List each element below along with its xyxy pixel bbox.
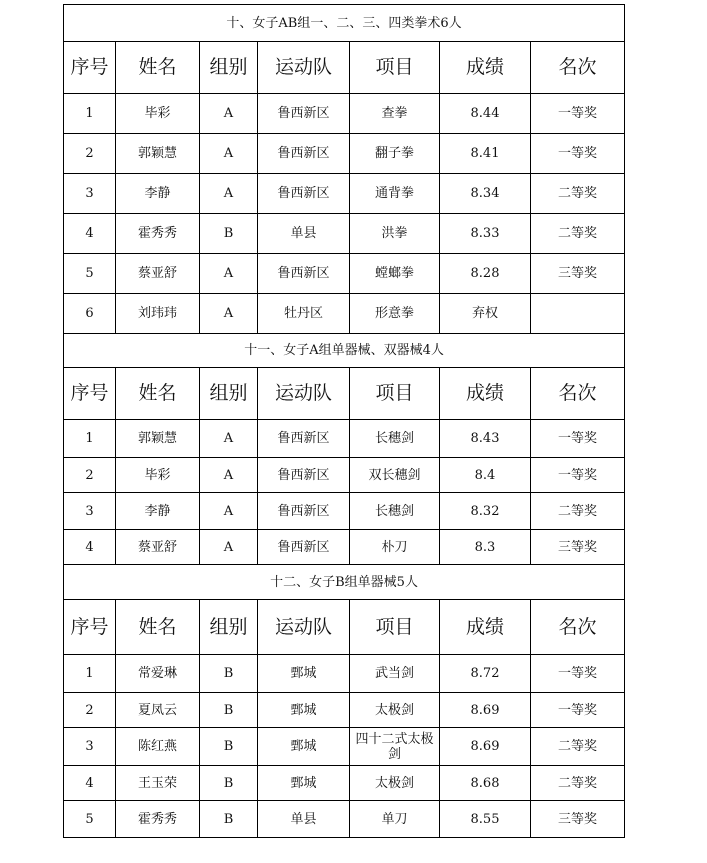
column-header-team: 运动队 xyxy=(258,600,350,655)
cell-athlete-name: 王玉荣 xyxy=(116,766,200,801)
cell-placing: 三等奖 xyxy=(531,801,625,838)
cell-athlete-name: 蔡亚舒 xyxy=(116,254,200,294)
cell-group: A xyxy=(200,458,258,493)
cell-team: 单县 xyxy=(258,214,350,254)
cell-score: 8.69 xyxy=(440,728,531,766)
column-header-score: 成绩 xyxy=(440,600,531,655)
cell-score: 8.41 xyxy=(440,134,531,174)
column-header-team: 运动队 xyxy=(258,368,350,420)
section-title: 十二、女子B组单器械5人 xyxy=(64,565,625,600)
cell-athlete-name: 霍秀秀 xyxy=(116,801,200,838)
cell-placing: 三等奖 xyxy=(531,254,625,294)
section-title-row xyxy=(64,5,625,42)
cell-athlete-name: 蔡亚舒 xyxy=(116,530,200,565)
cell-score: 8.68 xyxy=(440,766,531,801)
column-header-placing: 名次 xyxy=(531,368,625,420)
cell-score: 8.3 xyxy=(440,530,531,565)
cell-athlete-name: 毕彩 xyxy=(116,458,200,493)
cell-group: B xyxy=(200,655,258,693)
cell-group: A xyxy=(200,94,258,134)
cell-event: 长穗剑 xyxy=(350,493,440,530)
cell-event: 双长穗剑 xyxy=(350,458,440,493)
column-header-rank-number: 序号 xyxy=(64,600,116,655)
cell-score: 8.32 xyxy=(440,493,531,530)
cell-placing: 二等奖 xyxy=(531,728,625,766)
column-header-score: 成绩 xyxy=(440,42,531,94)
cell-rank-number: 1 xyxy=(64,94,116,134)
column-header-athlete-name: 姓名 xyxy=(116,42,200,94)
cell-athlete-name: 郭颖慧 xyxy=(116,420,200,458)
cell-score: 弃权 xyxy=(440,294,531,334)
cell-team: 鲁西新区 xyxy=(258,174,350,214)
column-header-team: 运动队 xyxy=(258,42,350,94)
cell-athlete-name: 毕彩 xyxy=(116,94,200,134)
cell-team: 鲁西新区 xyxy=(258,254,350,294)
table-row xyxy=(64,693,625,728)
cell-team: 牡丹区 xyxy=(258,294,350,334)
table-row xyxy=(64,801,625,838)
cell-group: A xyxy=(200,420,258,458)
cell-rank-number: 1 xyxy=(64,655,116,693)
section-title-row xyxy=(64,334,625,368)
table-row xyxy=(64,214,625,254)
cell-placing: 三等奖 xyxy=(531,530,625,565)
cell-placing: 一等奖 xyxy=(531,134,625,174)
cell-athlete-name: 陈红燕 xyxy=(116,728,200,766)
table-row xyxy=(64,530,625,565)
cell-score: 8.33 xyxy=(440,214,531,254)
section-title: 十、女子AB组一、二、三、四类拳术6人 xyxy=(64,5,625,42)
cell-group: B xyxy=(200,728,258,766)
column-header-placing: 名次 xyxy=(531,600,625,655)
cell-athlete-name: 郭颖慧 xyxy=(116,134,200,174)
cell-athlete-name: 刘玮玮 xyxy=(116,294,200,334)
cell-score: 8.4 xyxy=(440,458,531,493)
cell-event: 螳螂拳 xyxy=(350,254,440,294)
cell-athlete-name: 李静 xyxy=(116,493,200,530)
column-header-rank-number: 序号 xyxy=(64,368,116,420)
cell-rank-number: 4 xyxy=(64,530,116,565)
cell-team: 鄄城 xyxy=(258,655,350,693)
cell-rank-number: 2 xyxy=(64,693,116,728)
cell-event: 太极剑 xyxy=(350,693,440,728)
section-title: 十一、女子A组单器械、双器械4人 xyxy=(64,334,625,368)
column-header-group: 组别 xyxy=(200,368,258,420)
cell-event: 形意拳 xyxy=(350,294,440,334)
cell-rank-number: 4 xyxy=(64,214,116,254)
cell-placing: 一等奖 xyxy=(531,655,625,693)
column-header-event: 项目 xyxy=(350,368,440,420)
cell-group: A xyxy=(200,174,258,214)
cell-team: 鲁西新区 xyxy=(258,94,350,134)
results-table xyxy=(63,4,625,838)
cell-event: 洪拳 xyxy=(350,214,440,254)
column-header-row xyxy=(64,600,625,655)
cell-team: 鲁西新区 xyxy=(258,493,350,530)
cell-score: 8.69 xyxy=(440,693,531,728)
table-row xyxy=(64,458,625,493)
cell-team: 鄄城 xyxy=(258,766,350,801)
cell-athlete-name: 霍秀秀 xyxy=(116,214,200,254)
column-header-athlete-name: 姓名 xyxy=(116,368,200,420)
cell-group: A xyxy=(200,254,258,294)
cell-athlete-name: 夏凤云 xyxy=(116,693,200,728)
cell-score: 8.72 xyxy=(440,655,531,693)
cell-score: 8.44 xyxy=(440,94,531,134)
cell-rank-number: 1 xyxy=(64,420,116,458)
cell-event: 通背拳 xyxy=(350,174,440,214)
cell-event: 四十二式太极剑 xyxy=(350,728,440,766)
table-row xyxy=(64,94,625,134)
cell-athlete-name: 常爱琳 xyxy=(116,655,200,693)
column-header-placing: 名次 xyxy=(531,42,625,94)
table-row xyxy=(64,728,625,766)
cell-group: B xyxy=(200,214,258,254)
table-row xyxy=(64,420,625,458)
cell-athlete-name: 李静 xyxy=(116,174,200,214)
cell-placing: 二等奖 xyxy=(531,174,625,214)
column-header-rank-number: 序号 xyxy=(64,42,116,94)
cell-event: 太极剑 xyxy=(350,766,440,801)
table-row xyxy=(64,254,625,294)
cell-event: 武当剑 xyxy=(350,655,440,693)
column-header-event: 项目 xyxy=(350,600,440,655)
cell-placing: 一等奖 xyxy=(531,420,625,458)
cell-score: 8.28 xyxy=(440,254,531,294)
column-header-event: 项目 xyxy=(350,42,440,94)
cell-team: 鲁西新区 xyxy=(258,530,350,565)
cell-team: 鄄城 xyxy=(258,728,350,766)
cell-group: B xyxy=(200,801,258,838)
cell-event: 长穗剑 xyxy=(350,420,440,458)
cell-placing xyxy=(531,294,625,334)
cell-placing: 一等奖 xyxy=(531,693,625,728)
cell-event: 翻子拳 xyxy=(350,134,440,174)
cell-rank-number: 6 xyxy=(64,294,116,334)
cell-placing: 二等奖 xyxy=(531,766,625,801)
column-header-row xyxy=(64,368,625,420)
cell-event: 朴刀 xyxy=(350,530,440,565)
cell-score: 8.55 xyxy=(440,801,531,838)
column-header-athlete-name: 姓名 xyxy=(116,600,200,655)
cell-rank-number: 2 xyxy=(64,134,116,174)
table-row xyxy=(64,294,625,334)
cell-group: A xyxy=(200,530,258,565)
column-header-score: 成绩 xyxy=(440,368,531,420)
cell-rank-number: 4 xyxy=(64,766,116,801)
cell-rank-number: 5 xyxy=(64,254,116,294)
column-header-group: 组别 xyxy=(200,42,258,94)
cell-team: 鲁西新区 xyxy=(258,420,350,458)
cell-rank-number: 5 xyxy=(64,801,116,838)
cell-team: 鲁西新区 xyxy=(258,134,350,174)
cell-group: A xyxy=(200,294,258,334)
column-header-row xyxy=(64,42,625,94)
table-row xyxy=(64,174,625,214)
table-row xyxy=(64,493,625,530)
cell-group: B xyxy=(200,766,258,801)
cell-rank-number: 3 xyxy=(64,493,116,530)
cell-placing: 一等奖 xyxy=(531,94,625,134)
table-row xyxy=(64,766,625,801)
table-row xyxy=(64,655,625,693)
section-title-row xyxy=(64,565,625,600)
cell-placing: 二等奖 xyxy=(531,214,625,254)
cell-event: 单刀 xyxy=(350,801,440,838)
table-row xyxy=(64,134,625,174)
cell-score: 8.43 xyxy=(440,420,531,458)
cell-group: A xyxy=(200,493,258,530)
cell-rank-number: 2 xyxy=(64,458,116,493)
cell-team: 鲁西新区 xyxy=(258,458,350,493)
cell-rank-number: 3 xyxy=(64,174,116,214)
cell-event: 查拳 xyxy=(350,94,440,134)
column-header-group: 组别 xyxy=(200,600,258,655)
cell-rank-number: 3 xyxy=(64,728,116,766)
cell-group: B xyxy=(200,693,258,728)
cell-placing: 一等奖 xyxy=(531,458,625,493)
cell-team: 单县 xyxy=(258,801,350,838)
cell-score: 8.34 xyxy=(440,174,531,214)
cell-placing: 二等奖 xyxy=(531,493,625,530)
cell-team: 鄄城 xyxy=(258,693,350,728)
cell-group: A xyxy=(200,134,258,174)
